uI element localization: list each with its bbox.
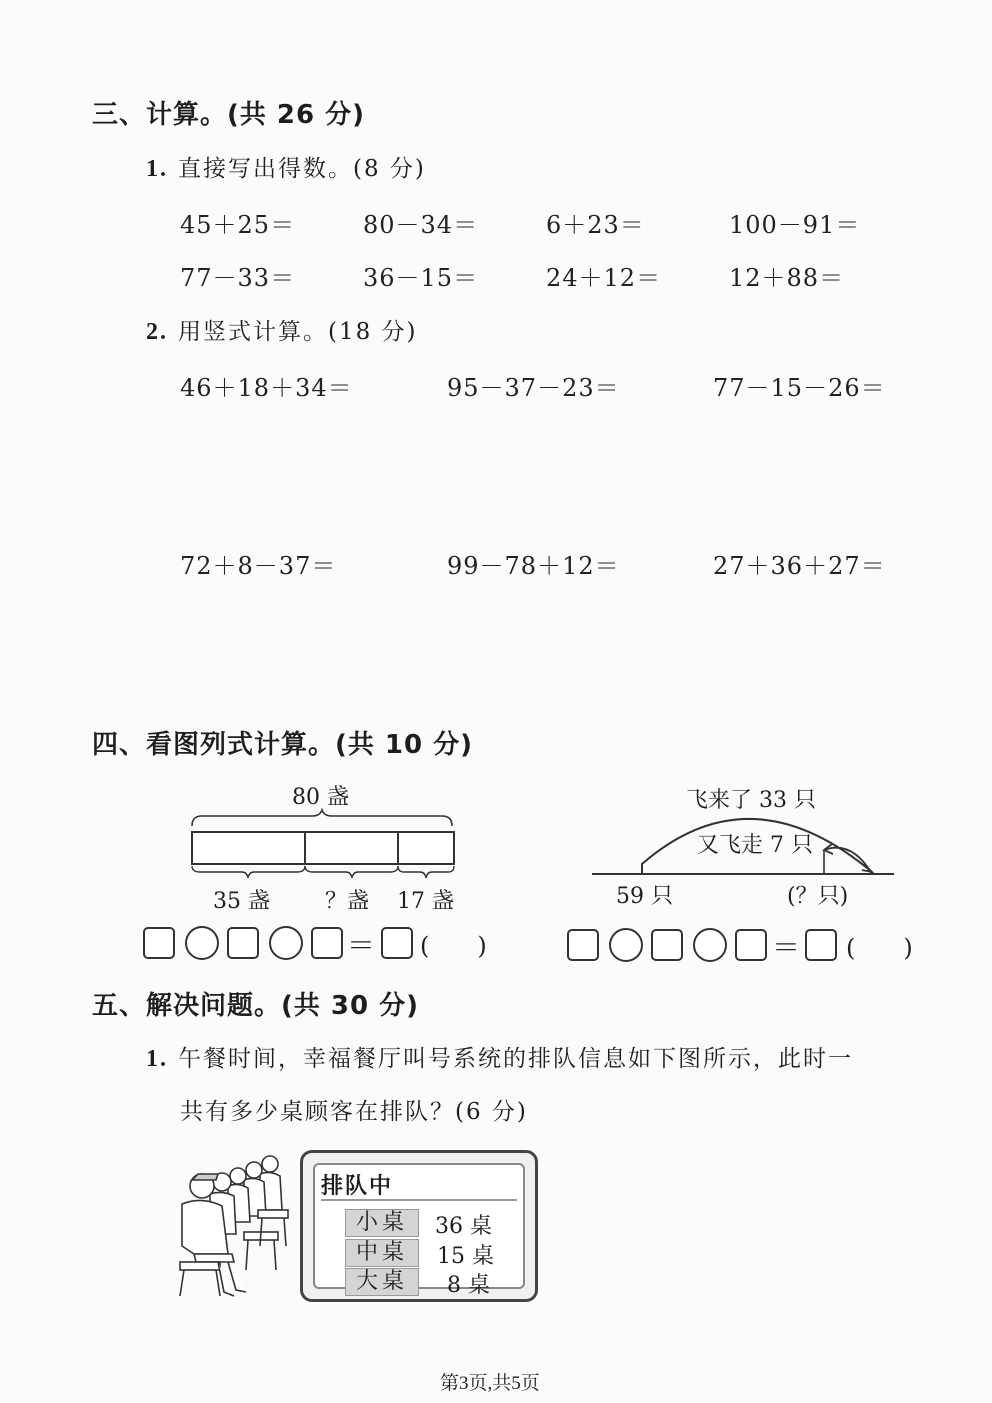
fig1-part-2-label: ？盏 <box>325 889 370 914</box>
fig2-operator-circle-1[interactable] <box>609 928 643 962</box>
queue-row-1-label: 小桌 <box>345 1209 419 1237</box>
fig2-start-label: 59 只 <box>616 884 673 909</box>
q1-number: 1. <box>146 156 168 182</box>
oral-item-4: 100－91＝ <box>729 211 861 239</box>
q1-text: 直接写出得数。(8 分) <box>178 156 426 182</box>
queue-display-screen <box>300 1150 538 1302</box>
fig2-equals-sign: ＝ <box>772 931 801 964</box>
oral-item-3: 6＋23＝ <box>546 211 645 239</box>
fig1-bar-diagram <box>186 808 462 890</box>
fig1-answer-box-2[interactable] <box>227 927 259 959</box>
fig2-flew-in-label: 飞来了 33 只 <box>686 788 816 813</box>
fig2-result-box[interactable] <box>805 929 837 961</box>
fig1-total-label: 80 盏 <box>292 785 349 810</box>
fig2-answer-box-1[interactable] <box>567 929 599 961</box>
oral-item-7: 24＋12＝ <box>546 264 662 292</box>
fig1-part-1-label: 35 盏 <box>213 889 270 914</box>
queue-row-2-value: 15 桌 <box>437 1244 494 1269</box>
fig1-unit-paren[interactable]: ( ) <box>420 932 487 960</box>
q2-heading <box>146 313 418 346</box>
sec5-q1-line1 <box>146 1040 853 1073</box>
fig1-part-3-label: 17 盏 <box>397 889 454 914</box>
fig2-flew-away-label: 又飞走 7 只 <box>697 833 813 858</box>
page-footer: 第3页,共5页 <box>440 1373 540 1394</box>
section-4-title: 四、看图列式计算。(共 10 分) <box>92 730 474 760</box>
fig1-operator-circle-1[interactable] <box>185 926 219 960</box>
oral-item-5: 77－33＝ <box>180 264 296 292</box>
vertical-item-3: 77－15－26＝ <box>713 374 886 402</box>
oral-item-2: 80－34＝ <box>363 211 479 239</box>
fig1-answer-box-3[interactable] <box>311 927 343 959</box>
fig2-answer-box-2[interactable] <box>651 929 683 961</box>
oral-item-6: 36－15＝ <box>363 264 479 292</box>
vertical-item-1: 46＋18＋34＝ <box>180 374 353 402</box>
q2-number: 2. <box>146 319 168 345</box>
fig2-operator-circle-2[interactable] <box>693 928 727 962</box>
sec5-q1-line2: 共有多少桌顾客在排队？(6 分) <box>180 1099 528 1125</box>
queue-screen-divider <box>321 1199 517 1201</box>
vertical-item-2: 95－37－23＝ <box>447 374 620 402</box>
queue-screen-title: 排队中 <box>321 1174 394 1199</box>
fig2-unit-paren[interactable]: ( ) <box>846 934 913 962</box>
queue-people-illustration <box>172 1150 297 1302</box>
q2-text: 用竖式计算。(18 分) <box>178 319 418 345</box>
vertical-item-6: 27＋36＋27＝ <box>713 552 886 580</box>
sec5-q1-text: 午餐时间，幸福餐厅叫号系统的排队信息如下图所示，此时一 <box>178 1046 853 1072</box>
queue-row-2-label: 中桌 <box>345 1239 419 1267</box>
fig1-result-box[interactable] <box>381 927 413 959</box>
vertical-item-5: 99－78＋12＝ <box>447 552 620 580</box>
section-5-title: 五、解决问题。(共 30 分) <box>92 991 420 1021</box>
queue-row-3-label: 大桌 <box>345 1268 419 1296</box>
fig2-line-diagram <box>590 800 900 880</box>
fig2-result-label: (？只) <box>787 884 849 909</box>
oral-item-1: 45＋25＝ <box>180 211 296 239</box>
fig2-answer-box-3[interactable] <box>735 929 767 961</box>
oral-item-8: 12＋88＝ <box>729 264 845 292</box>
fig1-equals-sign: ＝ <box>347 929 376 962</box>
section-3-title: 三、计算。(共 26 分) <box>92 100 366 130</box>
fig1-answer-box-1[interactable] <box>143 927 175 959</box>
queue-row-1-value: 36 桌 <box>435 1214 492 1239</box>
queue-display-inner <box>313 1163 525 1298</box>
vertical-item-4: 72＋8－37＝ <box>180 552 337 580</box>
queue-row-3-value: 8 桌 <box>447 1273 490 1298</box>
sec5-q1-number: 1. <box>146 1046 168 1072</box>
q1-heading <box>146 150 426 183</box>
fig1-operator-circle-2[interactable] <box>269 926 303 960</box>
